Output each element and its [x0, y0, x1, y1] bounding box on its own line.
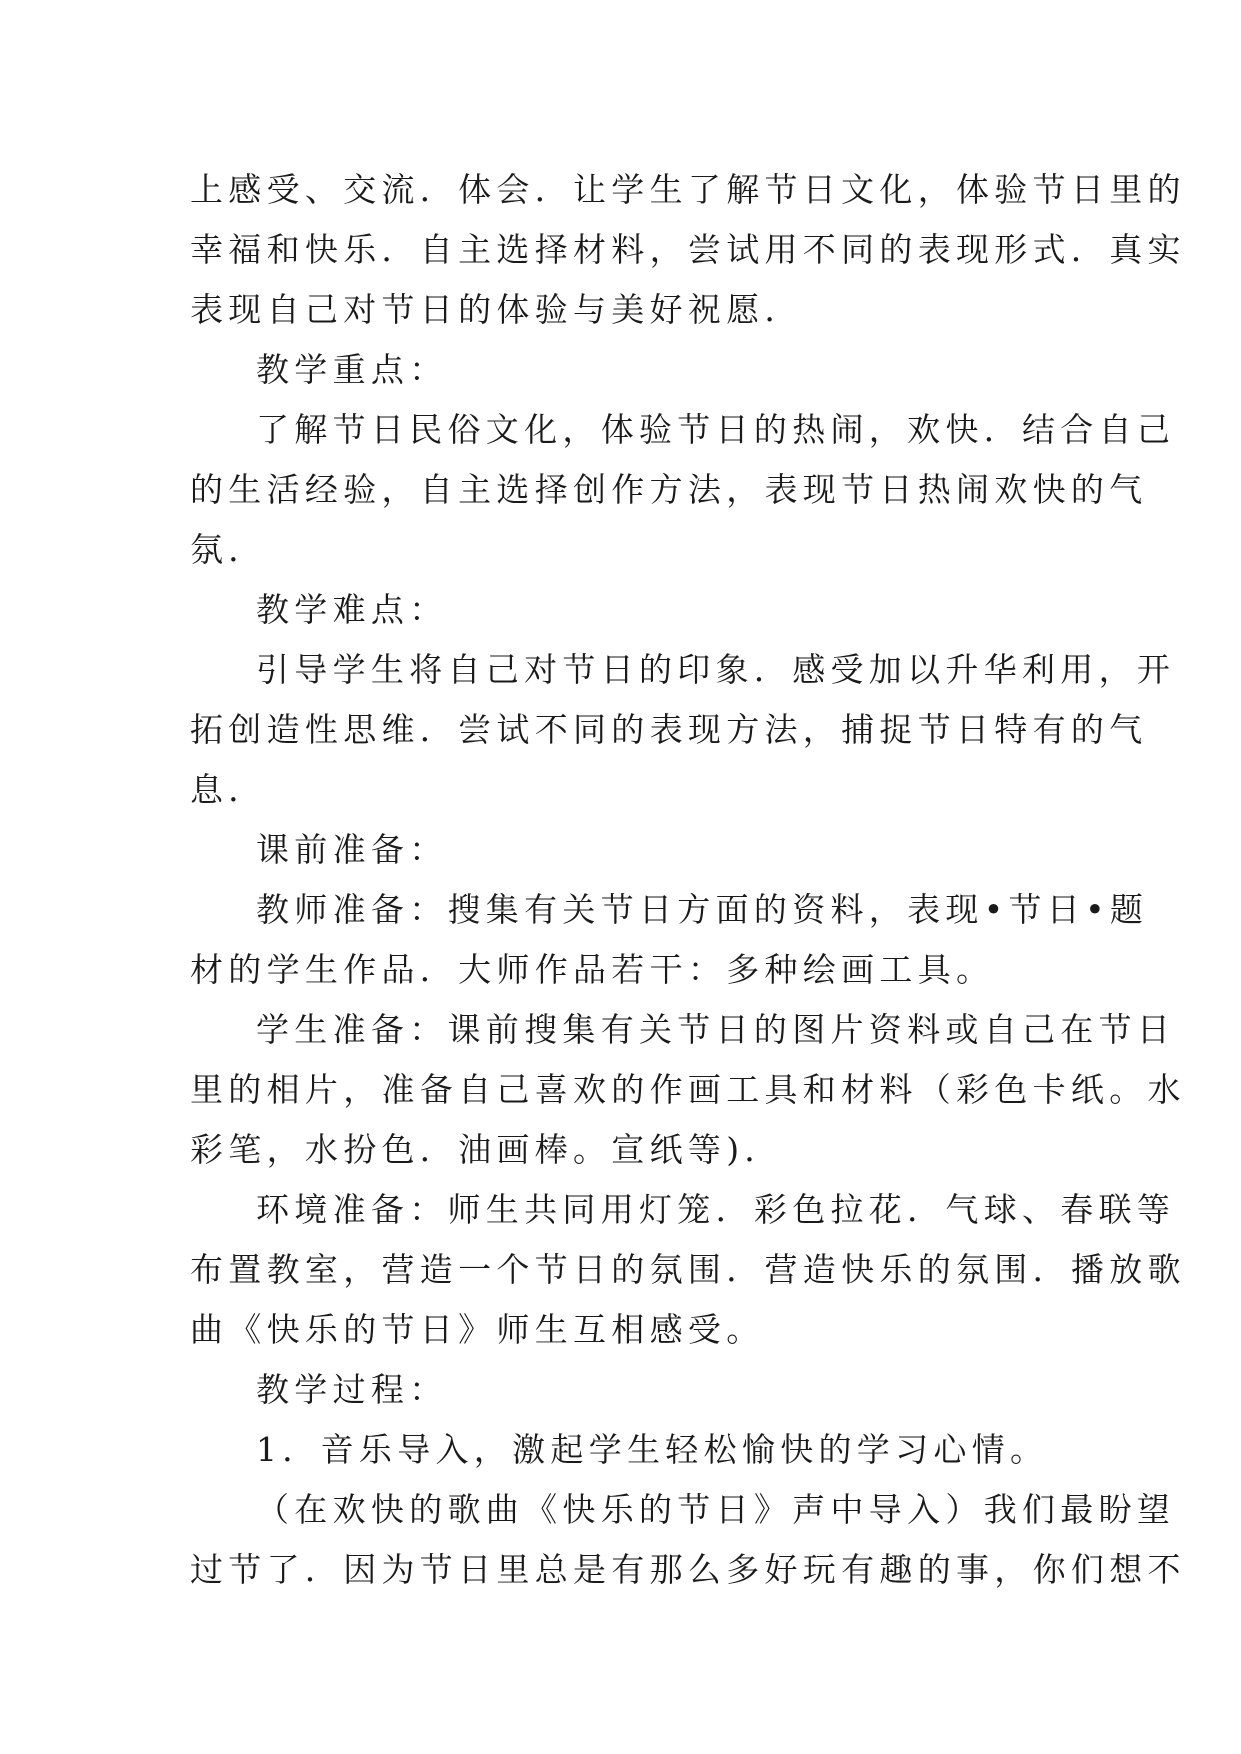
- text-line: 教师准备：搜集有关节日方面的资料，表现•节日•题: [256, 890, 1149, 929]
- text-line: 环境准备：师生共同用灯笼．彩色拉花．气球、春联等: [256, 1190, 1176, 1229]
- text-line: 拓创造性思维．尝试不同的表现方法，捕捉节日特有的气: [190, 710, 1148, 749]
- text-line: 了解节日民俗文化，体验节日的热闹，欢快．结合自己: [256, 410, 1176, 449]
- text-line: 息．: [190, 770, 267, 809]
- text-line: 教学重点：: [256, 350, 448, 389]
- text-line: 教学过程：: [256, 1370, 448, 1409]
- text-line: （在欢快的歌曲《快乐的节日》声中导入）我们最盼望: [256, 1490, 1176, 1529]
- text-line: 表现自己对节日的体验与美好祝愿．: [190, 290, 803, 329]
- text-line: 布置教室，营造一个节日的氛围．营造快乐的氛围．播放歌: [190, 1250, 1186, 1289]
- text-line: 的生活经验，自主选择创作方法，表现节日热闹欢快的气: [190, 470, 1148, 509]
- document-page: [190, 160, 1186, 1600]
- text-line: 1．音乐导入，激起学生轻松愉快的学习心情。: [256, 1430, 1049, 1469]
- text-line: 引导学生将自己对节日的印象．感受加以升华利用，开: [256, 650, 1176, 689]
- text-line: 氛．: [190, 530, 267, 569]
- text-line: 教学难点：: [256, 590, 448, 629]
- text-line: 学生准备：课前搜集有关节日的图片资料或自己在节日: [256, 1010, 1176, 1049]
- text-line: 材的学生作品．大师作品若干：多种绘画工具。: [190, 950, 995, 989]
- text-line: 曲《快乐的节日》师生互相感受。: [190, 1310, 765, 1349]
- text-line: 课前准备：: [256, 830, 448, 869]
- text-line: 里的相片，准备自己喜欢的作画工具和材料（彩色卡纸。水: [190, 1070, 1186, 1109]
- text-line: 彩笔，水扮色．油画棒。宣纸等)．: [190, 1130, 783, 1169]
- document-body: [190, 160, 1186, 1600]
- text-line: 上感受、交流．体会．让学生了解节日文化，体验节日里的: [190, 170, 1186, 209]
- text-line: 过节了．因为节日里总是有那么多好玩有趣的事，你们想不: [190, 1550, 1186, 1589]
- text-line: 幸福和快乐．自主选择材料，尝试用不同的表现形式．真实: [190, 230, 1186, 269]
